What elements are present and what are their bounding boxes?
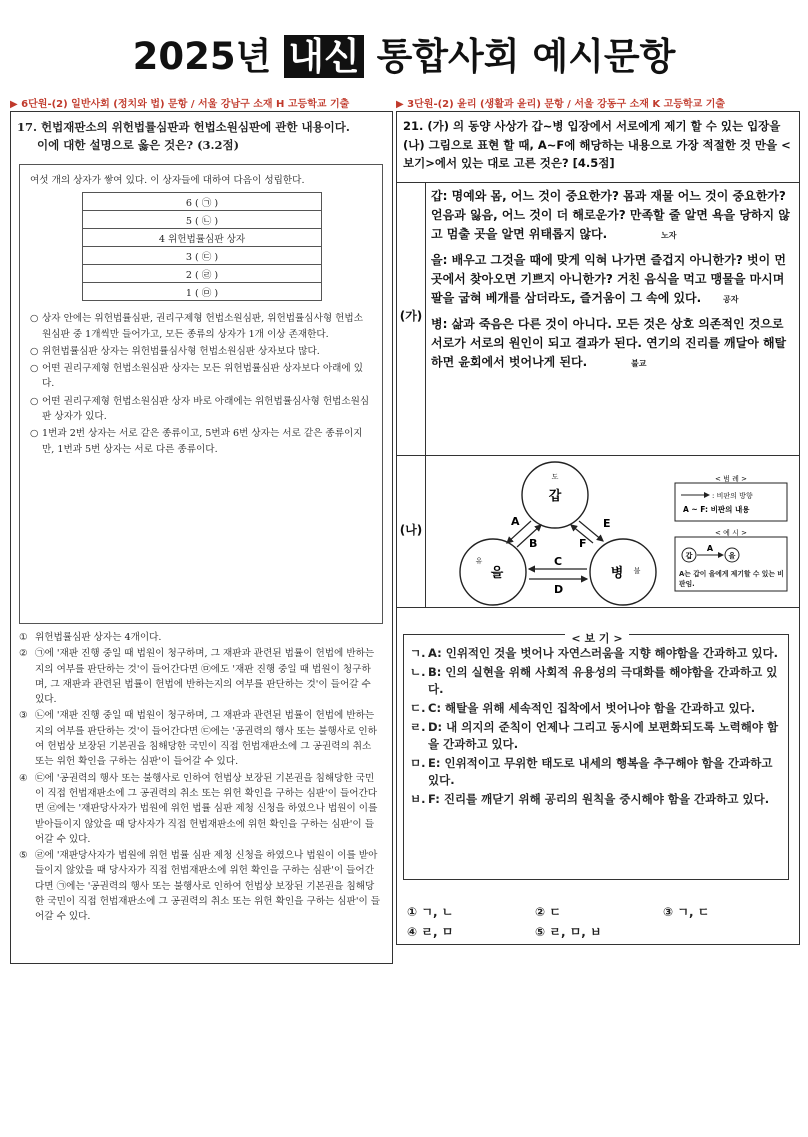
answer-choices [407, 902, 793, 942]
example-to-label: 을 [728, 552, 736, 560]
bogi-box [403, 634, 789, 880]
ga-label: (가) [399, 309, 423, 323]
choice-text: ㉢에 '공권력의 행사 또는 불행사로 인하여 헌법상 보장된 기본권을 침해당한 국민이 직접 헌법재판소에 그 공권력의 취소 또는 위헌 확인을 구하는 심판'이 들어간다면 ㉣에는 '재판당사자가 법원에 위헌 법률 심판 제청 신청을 하였으나 법원이 이를 받아들이지 않았을 때 당사자가 직접 헌법재판소에 위헌 확인을 구하는 심판'이 들어갈 수 있다. [35, 772, 378, 845]
title-highlight: 내신 [284, 35, 363, 78]
byeong-statement: 병: 삶과 죽음은 다른 것이 아니다. 모든 것은 상호 의존적인 것으로 서로가 서로의 원인이 되고 결과가 된다. 연기의 진리를 깨달아 해탈하면 윤회에서 벗어나게 된다. [431, 317, 787, 369]
arrow-label-d: D [554, 583, 564, 596]
answer-text: ㄹ, ㅁ [421, 925, 454, 939]
choice-mark: ⑤ [19, 850, 28, 862]
bogi-mark: ㄴ. [410, 665, 426, 679]
condition-item: ○ 상자 안에는 위헌법률심판, 권리구제형 헌법소원심판, 위헌법률심사형 헌법소원심판 중 1개씩만 들어가고, 모든 종류의 상자가 1개 이상 존재한다. [30, 313, 363, 340]
answer-mark: ③ [663, 905, 674, 919]
choice-mark: ④ [19, 772, 28, 784]
scenario-text: 여섯 개의 상자가 쌓여 있다. 이 상자들에 대하여 다음이 성립한다. [30, 175, 305, 186]
bogi-mark: ㄷ. [410, 701, 426, 715]
bogi-text: E: 인위적이고 무위한 태도로 내세의 행복을 추구해야 함을 간과하고 있다. [428, 756, 773, 787]
bogi-item [410, 700, 782, 717]
title-suffix: 통합사회 예시문항 [363, 35, 676, 78]
ga-label-cell [397, 183, 426, 455]
answer-mark: ⑤ [535, 925, 546, 939]
choice-mark: ③ [19, 710, 28, 722]
choice-mark: ① [19, 632, 28, 643]
right-source-label: ▶ 3단원-(2) 윤리 (생활과 윤리) 문항 / 서울 강동구 소재 K 고등학교 기출 [396, 99, 726, 110]
bogi-item [410, 791, 782, 808]
left-question-panel [10, 111, 393, 964]
ga-text-area [431, 187, 791, 369]
condition-text: 상자 안에는 위헌법률심판, 권리구제형 헌법소원심판, 위헌법률심사형 헌법소원심판 중 1개씩만 들어가고, 모든 종류의 상자가 1개 이상 존재한다. [42, 313, 363, 340]
left-question-stem [17, 118, 387, 154]
bogi-mark: ㄱ. [410, 646, 426, 660]
box-3: 3 ( ㉢ ) [83, 247, 322, 265]
bogi-mark: ㅂ. [410, 792, 426, 806]
right-question-panel [396, 111, 800, 945]
choice-3[interactable] [19, 708, 383, 769]
bogi-text: F: 진리를 깨닫기 위해 공리의 원칙을 중시해야 함을 간과하고 있다. [428, 792, 770, 806]
node-byeong-mark: 불 [633, 567, 641, 575]
choice-text: ㉡에 '재판 진행 중일 때 법원이 청구하며, 그 재판과 관련된 법률이 헌법에 반하는지의 여부를 판단하는 것'이 들어간다면 ㉢에는 '공권력의 행사 또는 불행사로 인하여 헌법상 보장된 기본권을 침해당한 국민이 직접 헌법재판소에 그 공권력의 취소 또는 위헌 확인을 구하는 심판'이 들어갈 수 있다. [35, 710, 377, 768]
node-eul-mark: 유 [475, 557, 483, 565]
answer-5[interactable] [535, 922, 602, 942]
na-label: (나) [399, 523, 423, 537]
answer-text: ㄷ [549, 905, 561, 919]
choice-4[interactable] [19, 771, 383, 847]
bogi-text: D: 내 의지의 준칙이 언제나 그리고 동시에 보편화되도록 노력해야 함을 간과하고 있다. [428, 720, 779, 751]
page-title [0, 26, 808, 80]
left-choices [19, 630, 383, 926]
example-arrow-label: A [706, 544, 714, 553]
choice-2[interactable] [19, 646, 383, 707]
bogi-title: < 보 기 > [565, 632, 628, 645]
condition-text: 위헌법률심판 상자는 위헌법률심사형 헌법소원심판 상자보다 많다. [42, 345, 320, 357]
node-gap-mark: 도 [551, 473, 559, 481]
answer-4[interactable] [407, 922, 453, 942]
box-2: 2 ( ㉣ ) [83, 265, 322, 283]
bogi-text: B: 인의 실현을 위해 사회적 유용성의 극대화를 해야함을 간과하고 있다. [428, 665, 778, 696]
condition-text: 1번과 2번 상자는 서로 같은 종류이고, 5번과 6번 상자는 서로 같은 종류이지만, 1번과 5번 상자는 서로 다른 종류이다. [42, 428, 363, 455]
answer-3[interactable] [663, 902, 709, 922]
condition-text: 어떤 권리구제형 헌법소원심판 상자 바로 아래에는 위헌법률심사형 헌법소원심판 상자가 있다. [42, 395, 370, 423]
box-5: 5 ( ㉡ ) [83, 211, 322, 229]
bogi-item [410, 645, 782, 662]
choice-text: 위헌법률심판 상자는 4개이다. [35, 632, 162, 643]
legend-arrow-text: : 비판의 방향 [712, 492, 753, 500]
node-byeong-label: 병 [610, 566, 624, 581]
answer-mark: ① [407, 905, 418, 919]
condition-item: ○ 어떤 권리구제형 헌법소원심판 상자는 모든 위헌법률심판 상자보다 아래에 있다. [30, 363, 363, 390]
condition-list [30, 311, 372, 457]
answer-mark: ② [535, 905, 546, 919]
question-number: 17. [17, 120, 38, 134]
left-source-label: ▶ 6단원-(2) 일반사회 (정치와 법) 문항 / 서울 강남구 소재 H 고등학교 기출 [10, 99, 350, 110]
answer-text: ㄱ, ㄷ [677, 905, 710, 919]
box-4: 4 위헌법률심판 상자 [83, 229, 322, 247]
bogi-mark: ㅁ. [410, 756, 426, 770]
choice-5[interactable] [19, 848, 383, 924]
answer-text: ㄹ, ㅁ, ㅂ [549, 925, 602, 939]
arrow-label-c: C [554, 555, 563, 568]
question-line-2: 이에 대한 설명으로 옳은 것은? (3.2점) [37, 138, 240, 152]
ga-section [397, 182, 799, 456]
example-from-label: 갑 [685, 552, 693, 560]
gap-statement: 갑: 명예와 몸, 어느 것이 중요한가? 몸과 재물 어느 것이 중요한가? 얻음과 잃음, 어느 것이 더 해로운가? 만족할 줄 알면 욕을 당하지 않고 멈출 곳을 알면 위태롭지 않다. [431, 189, 790, 241]
choice-text: ㉣에 '재판당사자가 법원에 위헌 법률 심판 제청 신청을 하였으나 법원이 이를 받아들이지 않았을 때 당사자가 직접 헌법재판소에 위헌 확인을 구하는 심판'이 들어간다면 ㉠에는 '공권력의 행사 또는 불행사로 인하여 헌법상 보장된 기본권을 침해당한 국민이 직접 헌법재판소에 그 공권력의 취소 또는 위헌 확인을 구하는 심판'이 들어갈 수 있다. [35, 850, 381, 923]
answer-1[interactable] [407, 902, 453, 922]
na-label-cell [397, 455, 426, 607]
arrow-label-b: B [529, 537, 538, 550]
eul-statement: 을: 배우고 그것을 때에 맞게 익혀 나가면 즐겁지 아니한가? 벗이 먼 곳에서 찾아오면 기쁘지 아니한가? 거친 음식을 먹고 맹물을 마시며 팔을 굽혀 베개를 삼더라도, 즐거움이 그 속에 있다. [431, 253, 786, 305]
condition-box [19, 164, 383, 624]
na-section [397, 455, 799, 608]
condition-item: ○ 위헌법률심판 상자는 위헌법률심사형 헌법소원심판 상자보다 많다. [30, 345, 320, 357]
answer-mark: ④ [407, 925, 418, 939]
example-text: A는 갑이 을에게 제기할 수 있는 비판임. [679, 570, 784, 588]
handwritten-note-eul: 공자 [723, 295, 739, 304]
choice-text: ㉠에 '재판 진행 중일 때 법원이 청구하며, 그 재판과 관련된 법률이 헌법에 반하는지의 여부를 판단하는 것'이 들어간다면 ㉤에도 '재판 진행 중일 때 법원이 청구하며, 그 재판과 관련된 법률이 헌법에 반하는지의 여부를 판단하는 것'이 들어갈 수 있다. [35, 648, 375, 706]
choice-mark: ② [19, 648, 28, 660]
choice-1[interactable] [19, 630, 383, 645]
legend-title: < 범 례 > [715, 475, 747, 483]
condition-item: ○ 1번과 2번 상자는 서로 같은 종류이고, 5번과 6번 상자는 서로 같은 종류이지만, 1번과 5번 상자는 서로 다른 종류이다. [30, 428, 363, 455]
condition-item: ○ 어떤 권리구제형 헌법소원심판 상자 바로 아래에는 위헌법률심사형 헌법소원심판 상자가 있다. [30, 395, 370, 423]
question-line-1: 헌법재판소의 위헌법률심판과 헌법소원심판에 관한 내용이다. [41, 120, 350, 134]
box-6: 6 ( ㉠ ) [83, 193, 322, 211]
bogi-mark: ㄹ. [410, 720, 426, 734]
answer-text: ㄱ, ㄴ [421, 905, 454, 919]
node-gap-label: 갑 [548, 489, 562, 504]
condition-text: 어떤 권리구제형 헌법소원심판 상자는 모든 위헌법률심판 상자보다 아래에 있다. [42, 363, 363, 390]
right-question-stem: 21. (가) 의 동양 사상가 갑~병 입장에서 서로에게 제기 할 수 있는 입장을 (나) 그림으로 표현 할 때, A~F에 해당하는 내용으로 가장 적절한 것 만을 <보기>에서 있는 대로 고른 것은? [4.5점] [403, 119, 791, 170]
node-eul-label: 을 [490, 566, 504, 581]
box-1: 1 ( ㉤ ) [83, 283, 322, 301]
answer-2[interactable] [535, 902, 561, 922]
bogi-item [410, 755, 782, 789]
legend-af-text: A ~ F: 비판의 내용 [683, 505, 750, 514]
bogi-text: C: 해탈을 위해 세속적인 집착에서 벗어나야 함을 간과하고 있다. [428, 701, 756, 715]
handwritten-note-byeong: 불교 [631, 359, 647, 368]
bogi-title-wrap [404, 627, 790, 646]
arrow-label-f: F [579, 537, 587, 550]
bogi-text: A: 인위적인 것을 벗어나 자연스러움을 지향 해야함을 간과하고 있다. [428, 646, 779, 660]
arrow-label-e: E [603, 517, 611, 530]
arrow-label-a: A [511, 515, 520, 528]
bogi-item [410, 719, 782, 753]
title-prefix: 2025년 [132, 35, 285, 78]
stacked-boxes-table [82, 192, 322, 301]
example-title: < 예 시 > [715, 529, 747, 537]
bogi-item [410, 664, 782, 698]
handwritten-note-gap: 노자 [661, 231, 677, 240]
legend-box [675, 483, 787, 521]
